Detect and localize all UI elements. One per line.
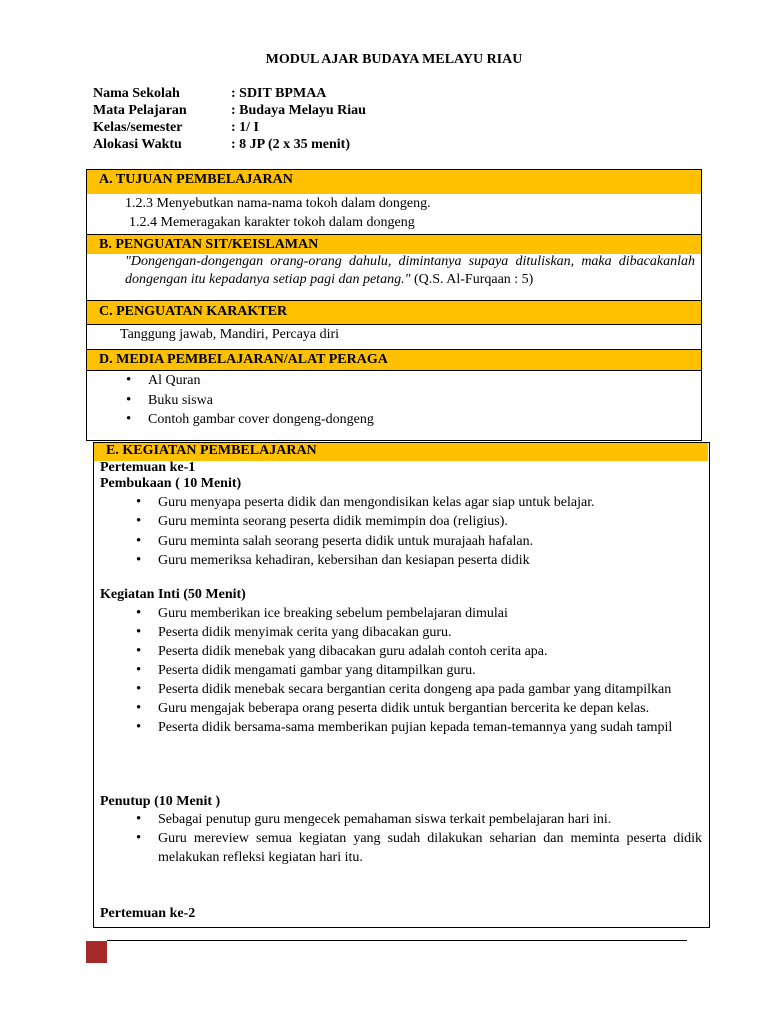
info-label: Mata Pelajaran <box>93 103 187 118</box>
quote-text: "Dongengan-dongengan orang-orang dahulu, dimintanya supaya dituliskan, maka dibacakanlah dongengan itu kepadanya setiap pagi dan petang." <box>125 254 695 287</box>
list-item: • Guru menyapa peserta didik dan mengondisikan kelas agar siap untuk belajar. <box>136 493 702 512</box>
info-block <box>93 85 366 153</box>
list-item: • Guru memeriksa kehadiran, kebersihan dan kesiapan peserta didik <box>136 551 702 570</box>
footer-accent-square <box>86 941 107 963</box>
list-item: • Guru mereview semua kegiatan yang sudah dilakukan seharian dan meminta peserta didik melakukan refleksi kegiatan hari itu. <box>136 829 702 867</box>
section-a-heading-text: A. TUJUAN PEMBELAJARAN <box>99 172 293 187</box>
section-c-text: Tanggung jawab, Mandiri, Percaya diri <box>120 327 340 342</box>
page-title: MODUL AJAR BUDAYA MELAYU RIAU <box>265 52 523 67</box>
info-label: Alokasi Waktu <box>93 137 182 152</box>
section-a-item: 1.2.3 Menyebutkan nama-nama tokoh dalam dongeng. <box>125 196 431 211</box>
section-b-quote <box>125 253 695 289</box>
section-d-heading <box>87 349 701 371</box>
section-c-heading <box>87 300 701 325</box>
section-d-list <box>126 371 374 430</box>
info-row <box>93 85 366 102</box>
info-row <box>93 136 366 153</box>
list-item: • Guru mengajak beberapa orang peserta didik untuk bergantian bercerita ke depan kelas. <box>136 699 702 718</box>
section-a-heading <box>87 170 701 194</box>
section-e-heading <box>94 443 708 461</box>
section-c-heading-text: C. PENGUATAN KARAKTER <box>99 304 288 319</box>
info-value: : Budaya Melayu Riau <box>231 103 366 118</box>
list-item: • Guru meminta seorang peserta didik memimpin doa (religius). <box>136 512 702 531</box>
list-item: • Sebagai penutup guru mengecek pemahaman siswa terkait pembelajaran hari ini. <box>136 810 702 829</box>
info-value: : 1/ I <box>231 120 259 135</box>
info-row <box>93 102 366 119</box>
core-list <box>136 604 702 737</box>
list-item: • Peserta didik mengamati gambar yang ditampilkan guru. <box>136 661 702 680</box>
meeting-2-title: Pertemuan ke-2 <box>100 906 196 921</box>
info-label: Kelas/semester <box>93 120 183 135</box>
list-item: • Contoh gambar cover dongeng-dongeng <box>126 410 374 430</box>
section-b-heading-text: B. PENGUATAN SIT/KEISLAMAN <box>99 237 319 252</box>
info-label: Nama Sekolah <box>93 86 180 101</box>
quote-source: (Q.S. Al-Furqaan : 5) <box>410 272 534 287</box>
section-a-item: 1.2.4 Memeragakan karakter tokoh dalam dongeng <box>129 215 415 230</box>
list-item: • Peserta didik bersama-sama memberikan pujian kepada teman-temannya yang sudah tampil <box>136 718 702 737</box>
list-item: • Al Quran <box>126 371 374 391</box>
info-row <box>93 119 366 136</box>
list-item: • Peserta didik menebak yang dibacakan guru adalah contoh cerita apa. <box>136 642 702 661</box>
closing-title: Penutup (10 Menit ) <box>100 794 221 809</box>
core-title: Kegiatan Inti (50 Menit) <box>100 587 246 602</box>
list-item: • Guru meminta salah seorang peserta didik untuk murajaah hafalan. <box>136 532 702 551</box>
opening-list <box>136 493 702 570</box>
list-item: • Guru memberikan ice breaking sebelum pembelajaran dimulai <box>136 604 702 623</box>
list-item: • Peserta didik menebak secara bergantian cerita dongeng apa pada gambar yang ditampilkan <box>136 680 702 699</box>
section-b-heading <box>87 234 701 254</box>
section-d-heading-text: D. MEDIA PEMBELAJARAN/ALAT PERAGA <box>99 352 388 367</box>
info-value: : 8 JP (2 x 35 menit) <box>231 137 350 152</box>
info-value: : SDIT BPMAA <box>231 86 327 101</box>
list-item: • Buku siswa <box>126 391 374 411</box>
closing-list <box>136 810 702 867</box>
opening-title: Pembukaan ( 10 Menit) <box>100 476 242 491</box>
list-item: • Peserta didik menyimak cerita yang dibacakan guru. <box>136 623 702 642</box>
section-e-heading-text: E. KEGIATAN PEMBELAJARAN <box>106 443 317 458</box>
footer-divider <box>107 940 687 941</box>
meeting-1-title: Pertemuan ke-1 <box>100 460 196 475</box>
